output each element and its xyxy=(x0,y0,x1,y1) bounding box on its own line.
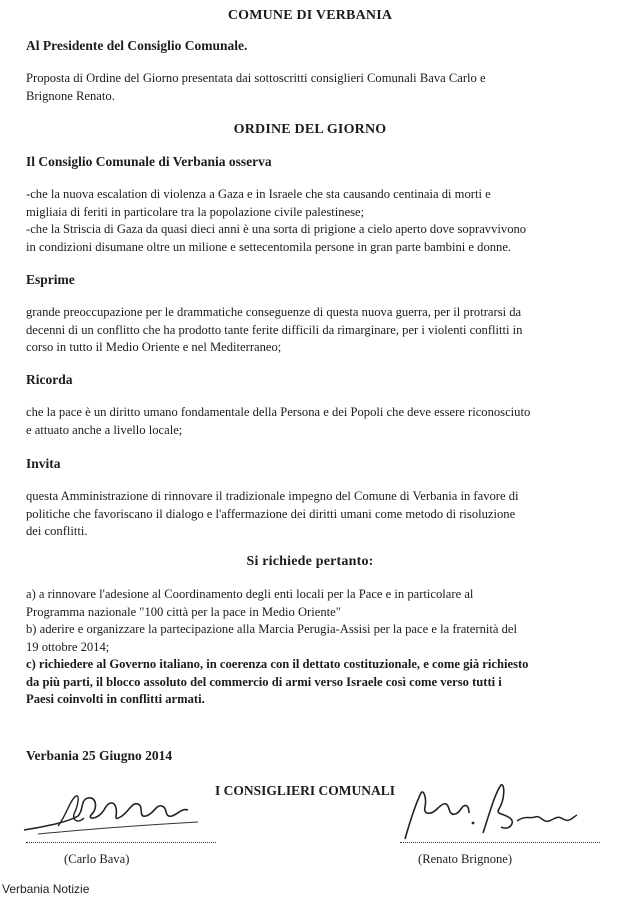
requests-heading: Si richiede pertanto: xyxy=(246,554,374,569)
expresses-paragraph xyxy=(26,304,611,357)
request-line: 19 ottobre 2014; xyxy=(26,639,110,654)
paragraph-line: corso in tutto il Medio Oriente e nel Mediterraneo; xyxy=(26,340,282,354)
paragraph-line: politiche che favoriscano il dialogo e l'affermazione dei diritti umani come metodo di risoluzione xyxy=(26,506,516,521)
footer-caption: Verbania Notizie xyxy=(2,882,90,896)
signatory-name: (Renato Brignone) xyxy=(418,852,513,866)
place-date: Verbania 25 Giugno 2014 xyxy=(26,748,173,763)
signature-renato-brignone xyxy=(385,775,605,855)
paragraph-line: -che la nuova escalation di violenza a Gaza e in Israele che sta causando centinaia di morti e xyxy=(26,187,491,201)
observes-paragraph xyxy=(26,186,611,256)
request-line-bold: Paesi coinvolti in conflitti armati. xyxy=(26,692,205,706)
paragraph-line: in condizioni disumane oltre un milione e settecentomila persone in gran parte bambini e donne. xyxy=(26,239,512,254)
request-line-bold: c) richiedere al Governo italiano, in coerenza con il dettato costituzionale, e come già richiesto xyxy=(26,657,529,671)
intro-line: Brignone Renato. xyxy=(26,88,115,103)
signatory-name: (Carlo Bava) xyxy=(64,852,130,866)
request-line: a) a rinnovare l'adesione al Coordinamento degli enti locali per la Pace e in particolare al xyxy=(26,587,474,601)
invites-heading: Invita xyxy=(26,456,61,471)
observes-heading: Il Consiglio Comunale di Verbania osserva xyxy=(26,154,272,169)
signatories-heading: I CONSIGLIERI COMUNALI xyxy=(215,783,396,798)
paragraph-line: decenni di un conflitto che ha prodotto tante ferite difficili da rimarginare, per i violenti conflitti in xyxy=(26,322,523,337)
intro-line: Proposta di Ordine del Giorno presentata dai sottoscritti consiglieri Comunali Bava Carlo e xyxy=(26,71,486,85)
request-line: b) aderire e organizzare la partecipazione alla Marcia Perugia-Assisi per la pace e la fraternità del xyxy=(26,622,518,636)
invites-paragraph xyxy=(26,488,611,541)
request-line: Programma nazionale "100 città per la pace in Medio Oriente" xyxy=(26,604,341,619)
signature-line xyxy=(26,842,216,843)
paragraph-line: che la pace è un diritto umano fondamentale della Persona e dei Popoli che deve essere riconosciuto xyxy=(26,405,531,419)
paragraph-line: -che la Striscia di Gaza da quasi dieci anni è una sorta di prigione a cielo aperto dove sopravvivono xyxy=(26,222,527,236)
order-title: ORDINE DEL GIORNO xyxy=(233,122,387,137)
recalls-paragraph xyxy=(26,404,611,439)
recalls-heading: Ricorda xyxy=(26,372,73,387)
signature-carlo-bava xyxy=(18,786,228,846)
document-title: COMUNE DI VERBANIA xyxy=(227,8,393,23)
paragraph-line: questa Amministrazione di rinnovare il tradizionale impegno del Comune di Verbania in favore di xyxy=(26,489,519,503)
paragraph-line: migliaia di feriti in particolare tra la popolazione civile palestinese; xyxy=(26,204,365,219)
paragraph-line: e attuato anche a livello locale; xyxy=(26,422,183,437)
signature-line xyxy=(400,842,600,843)
intro-paragraph xyxy=(26,70,611,105)
request-line-bold: da più parti, il blocco assoluto del commercio di armi verso Israele così come verso tutti i xyxy=(26,674,502,689)
expresses-heading: Esprime xyxy=(26,272,75,287)
requests-list xyxy=(26,586,611,709)
addressee: Al Presidente del Consiglio Comunale. xyxy=(26,38,248,53)
paragraph-line: dei conflitti. xyxy=(26,524,88,538)
paragraph-line: grande preoccupazione per le drammatiche conseguenze di questa nuova guerra, per il protrarsi da xyxy=(26,305,522,319)
